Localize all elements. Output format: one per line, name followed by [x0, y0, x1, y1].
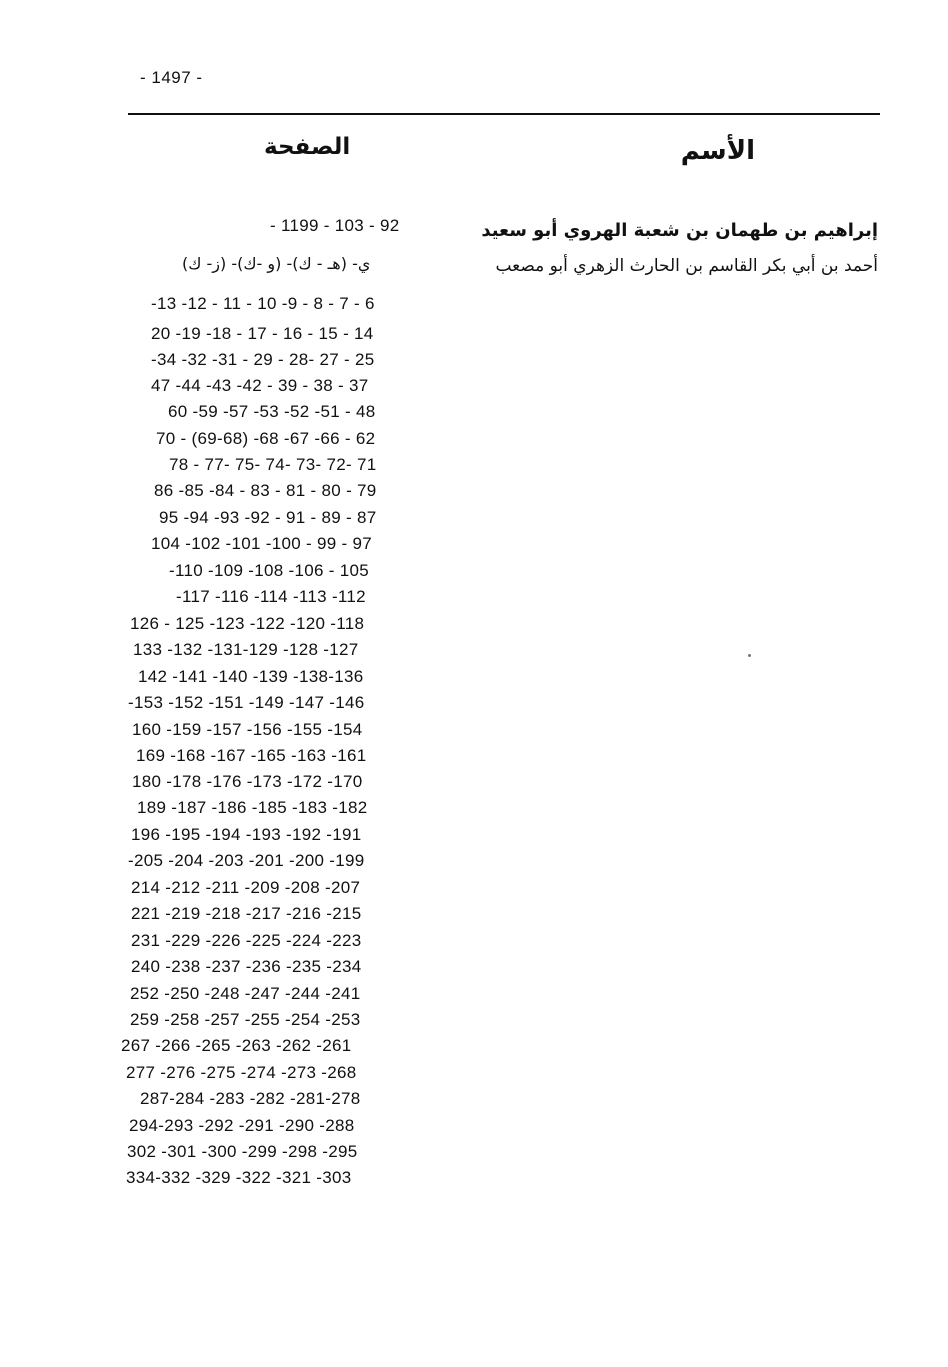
page-ref-line: -110 -109 -108 -106 - 105	[169, 561, 369, 580]
column-heading-page: الصفحة	[264, 134, 351, 160]
page-ref-line: 189 -187 -186 -185 -183 -182	[137, 798, 368, 817]
page-ref-line: 196 -195 -194 -193 -192 -191	[131, 825, 362, 844]
page-ref-line: -153 -152 -151 -149 -147 -146	[128, 693, 365, 712]
page-ref-line: 334-332 -329 -322 -321 -303	[126, 1168, 352, 1187]
page-ref-line: 302 -301 -300 -299 -298 -295	[127, 1142, 358, 1161]
page-ref-line: - 1199 - 103 - 92	[270, 216, 400, 235]
page-ref-line: 142 -141 -140 -139 -138-136	[138, 667, 364, 686]
page-ref-line: 294-293 -292 -291 -290 -288	[129, 1116, 355, 1135]
page-ref-line: 78 - 77- 75- 74- 73- 72- 71	[169, 455, 377, 474]
page-ref-line: 126 - 125 -123 -122 -120 -118	[130, 614, 365, 633]
page-ref-line: 20 -19 -18 - 17 - 16 - 15 - 14	[151, 324, 374, 343]
page-ref-line: 70 - (69-68) -68 -67 -66 - 62	[156, 429, 376, 448]
scan-speck	[748, 654, 751, 657]
page-ref-line: 169 -168 -167 -165 -163 -161	[136, 746, 367, 765]
page-ref-line: -205 -204 -203 -201 -200 -199	[128, 851, 365, 870]
page-ref-line: 252 -250 -248 -247 -244 -241	[130, 984, 361, 1003]
page-ref-line: 214 -212 -211 -209 -208 -207	[131, 878, 361, 897]
page-ref-line: 240 -238 -237 -236 -235 -234	[131, 957, 362, 976]
page-ref-line: 160 -159 -157 -156 -155 -154	[132, 720, 363, 739]
page-ref-line: ي- (هـ - ك)- (و -ك)- (ز- ك)	[182, 254, 371, 273]
page-ref-line: 267 -266 -265 -263 -262 -261	[121, 1036, 352, 1055]
page-ref-line: -117 -116 -114 -113 -112	[176, 587, 366, 606]
page-ref-line: 95 -94 -93 -92 - 91 - 89 - 87	[159, 508, 377, 527]
page-ref-line: -34 -32 -31 - 29 - 28- 27 - 25	[151, 350, 375, 369]
page-ref-line: 180 -178 -176 -173 -172 -170	[132, 772, 363, 791]
page-ref-line: 47 -44 -43 -42 - 39 - 38 - 37	[151, 376, 369, 395]
page-ref-line: 60 -59 -57 -53 -52 -51 - 48	[168, 402, 376, 421]
page-ref-line: 221 -219 -218 -217 -216 -215	[131, 904, 362, 923]
page-number: - 1497 -	[140, 68, 203, 87]
page-ref-line: 259 -258 -257 -255 -254 -253	[130, 1010, 361, 1029]
page-ref-line: 231 -229 -226 -225 -224 -223	[131, 931, 362, 950]
header-rule	[128, 113, 880, 115]
page-ref-line: 287-284 -283 -282 -281-278	[140, 1089, 361, 1108]
column-heading-name: الأسم	[680, 136, 755, 166]
page-ref-line: 86 -85 -84 - 83 - 81 - 80 - 79	[154, 481, 377, 500]
page-ref-line: 133 -132 -131-129 -128 -127	[133, 640, 359, 659]
page-ref-line: 104 -102 -101 -100 - 99 - 97	[151, 534, 373, 553]
page-ref-line: 277 -276 -275 -274 -273 -268	[126, 1063, 357, 1082]
name-entry: إبراهيم بن طهمان بن شعبة الهروي أبو سعيد	[481, 220, 878, 241]
page-ref-line: -13 -12 - 11 - 10 -9 - 8 - 7 - 6	[151, 294, 375, 313]
name-entry: أحمد بن أبي بكر القاسم بن الحارث الزهري أبو مصعب	[495, 256, 878, 276]
